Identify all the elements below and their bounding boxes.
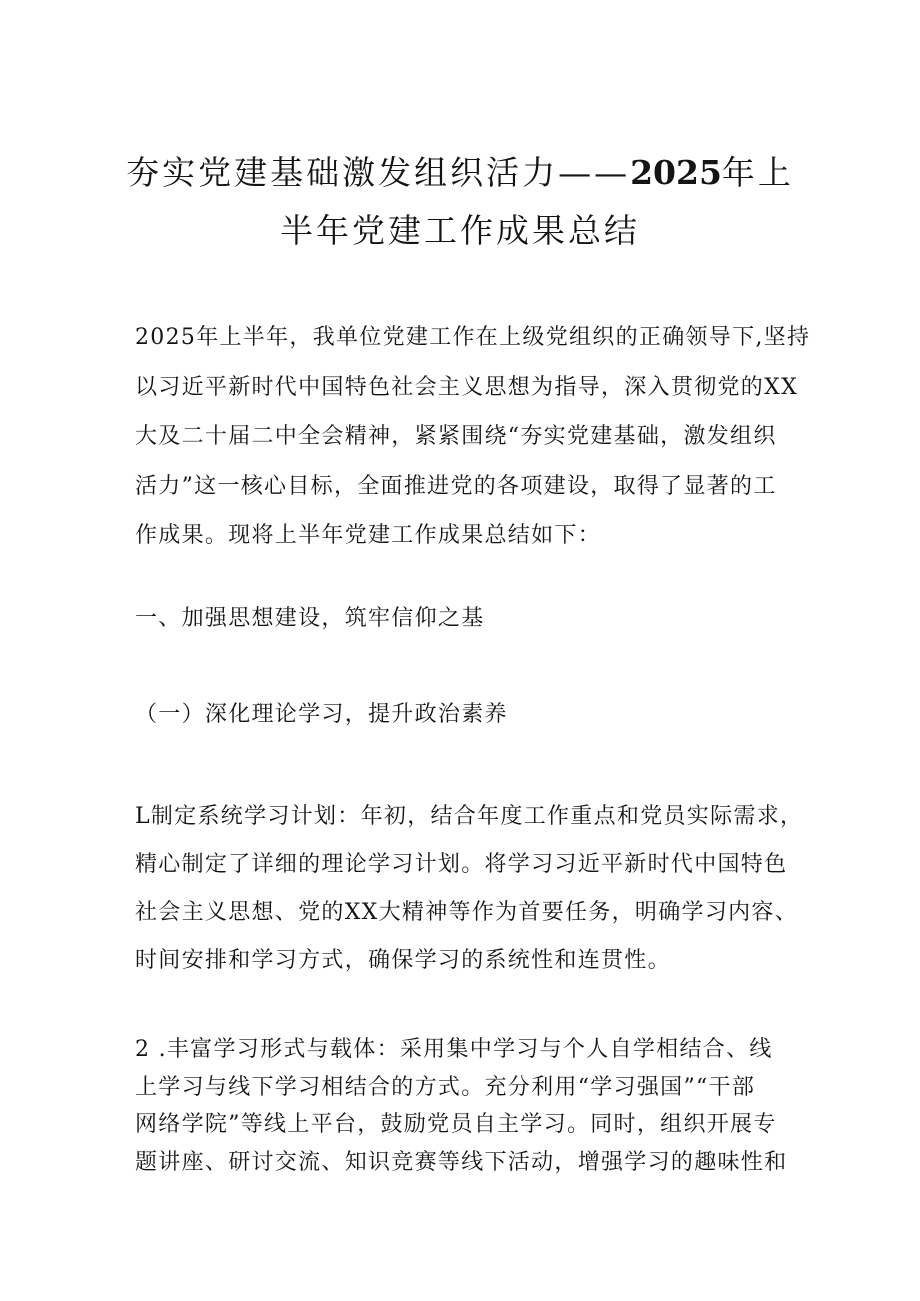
intro-line: 以习近平新时代中国特色社会主义思想为指导，深入贯彻党的XX <box>135 374 799 400</box>
section-heading-1: 一、加强思想建设，筑牢信仰之基 <box>135 606 485 631</box>
item-2-line: 网络学院”等线上平台，鼓励党员自主学习。同时，组织开展专 <box>135 1112 777 1137</box>
item-2-line: 2 .丰富学习形式与载体：采用集中学习与个人自学相结合、线 <box>135 1037 773 1062</box>
item-1-line: 时间安排和学习方式，确保学习的系统性和连贯性。 <box>135 948 671 973</box>
item-2-paragraph <box>135 1031 795 1181</box>
intro-line: 大及二十届二中全会精神，紧紧围绕“夯实党建基础，激发组织 <box>135 424 777 449</box>
item-2-line: 题讲座、研讨交流、知识竞赛等线下活动，增强学习的趣味性和 <box>135 1149 788 1175</box>
item-1-paragraph <box>135 793 804 985</box>
intro-line: 作成果。现将上半年党建工作成果总结如下： <box>135 523 602 548</box>
title-year: 2025 <box>630 153 722 193</box>
item-1-line: L制定系统学习计划：年初，结合年度工作重点和党员实际需求， <box>135 804 804 829</box>
title-line-2: 半年党建工作成果总结 <box>280 211 640 251</box>
item-1-line: 社会主义思想、党的XX大精神等作为首要任务，明确学习内容、 <box>135 900 799 925</box>
subsection-heading-1: （一）深化理论学习，提升政治素养 <box>135 702 508 727</box>
title-line-1-tail: 年上 <box>721 153 794 193</box>
title-line-1-text: 夯实党建基础激发组织活力—— <box>126 153 631 193</box>
item-2-line: 上学习与线下学习相结合的方式。充分利用“学习强国”“干部 <box>135 1074 756 1100</box>
intro-line: 2025年上半年，我单位党建工作在上级党组织的正确领导下,坚持 <box>135 325 811 350</box>
intro-line: 活力”这一核心目标，全面推进党的各项建设，取得了显著的工 <box>135 473 777 499</box>
intro-paragraph <box>135 313 811 561</box>
title-line-1 <box>110 144 810 202</box>
document-title <box>110 144 810 260</box>
item-1-line: 精心制定了详细的理论学习计划。将学习习近平新时代中国特色 <box>135 852 788 877</box>
